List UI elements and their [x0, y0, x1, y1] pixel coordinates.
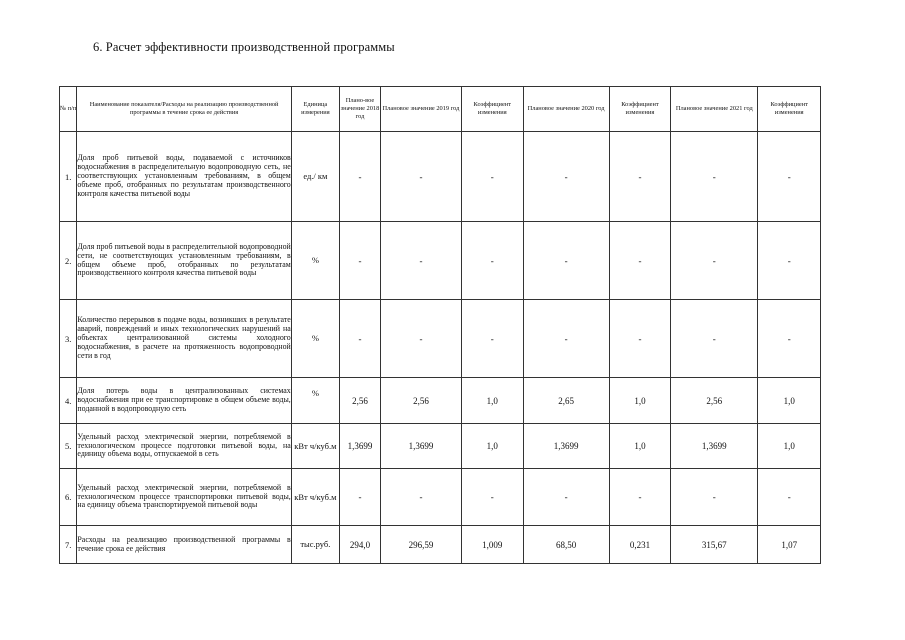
value-cell: 1,3699 [380, 424, 461, 469]
unit-cell: тыс.руб. [291, 526, 339, 564]
value-cell: 1,3699 [339, 424, 380, 469]
value-cell: - [671, 300, 758, 378]
value-cell: - [758, 222, 821, 300]
row-number: 7. [60, 526, 77, 564]
value-cell: - [339, 132, 380, 222]
value-cell: - [462, 469, 524, 526]
value-cell: 0,231 [609, 526, 671, 564]
row-number: 6. [60, 469, 77, 526]
page-title: 6. Расчет эффективности производственной программы [93, 40, 395, 54]
row-number: 4. [60, 378, 77, 424]
unit-cell: кВт ч/куб.м [291, 469, 339, 526]
header-unit: Единица измерения [291, 87, 339, 132]
row-number: 1. [60, 132, 77, 222]
value-cell: 1,07 [758, 526, 821, 564]
value-cell: 2,56 [380, 378, 461, 424]
table-row [60, 222, 821, 300]
unit-cell: % [291, 378, 339, 424]
value-cell: 2,65 [523, 378, 609, 424]
value-cell: - [609, 300, 671, 378]
value-cell: 1,3699 [523, 424, 609, 469]
value-cell: 1,0 [462, 378, 524, 424]
value-cell: - [339, 469, 380, 526]
value-cell: 1,0 [609, 378, 671, 424]
header-row [60, 87, 821, 132]
header-coef-2019: Коэффициент изменения [462, 87, 524, 132]
indicator-name: Доля потерь воды в централизованных системах водоснабжения при ее транспортировке в общем объеме воды, поданной в водопроводную сеть [77, 378, 291, 424]
value-cell: - [380, 300, 461, 378]
row-number: 5. [60, 424, 77, 469]
value-cell: - [462, 222, 524, 300]
value-cell: 1,0 [758, 378, 821, 424]
table-row [60, 424, 821, 469]
value-cell: - [609, 469, 671, 526]
unit-cell: % [291, 300, 339, 378]
value-cell: 296,59 [380, 526, 461, 564]
table-row [60, 469, 821, 526]
value-cell: - [523, 132, 609, 222]
header-num: № п/п [60, 87, 77, 132]
row-number: 3. [60, 300, 77, 378]
value-cell: - [671, 469, 758, 526]
value-cell: - [339, 300, 380, 378]
value-cell: 1,0 [758, 424, 821, 469]
value-cell: 1,0 [462, 424, 524, 469]
header-coef-2021: Коэффициент изменения [758, 87, 821, 132]
value-cell: - [671, 222, 758, 300]
unit-cell: кВт ч/куб.м [291, 424, 339, 469]
header-plan-2018: Плано-вое значение 2018 год [339, 87, 380, 132]
value-cell: 315,67 [671, 526, 758, 564]
value-cell: 1,0 [609, 424, 671, 469]
value-cell: - [758, 469, 821, 526]
indicator-name: Количество перерывов в подаче воды, возникших в результате аварий, повреждений и иных технологических нарушений на объектах централизованной системы холодного водоснабжения, в расчете на протяженность водопроводной сети в год [77, 300, 291, 378]
efficiency-table [59, 86, 821, 564]
indicator-name: Доля проб питьевой воды, подаваемой с источников водоснабжения в распределительную водопроводную сеть, не соответствующих установленным требованиям, в общем объеме проб, отобранных по результатам производственного контроля качества питьевой воды [77, 132, 291, 222]
value-cell: 294,0 [339, 526, 380, 564]
value-cell: - [609, 222, 671, 300]
value-cell: 68,50 [523, 526, 609, 564]
value-cell: - [758, 300, 821, 378]
indicator-name: Расходы на реализацию производственной программы в течение срока ее действия [77, 526, 291, 564]
table-row [60, 300, 821, 378]
row-number: 2. [60, 222, 77, 300]
header-plan-2019: Плановое значение 2019 год [380, 87, 461, 132]
indicator-name: Удельный расход электрической энергии, потребляемой в технологическом процессе подготовки питьевой воды, на единицу объема воды, отпускаемой в сеть [77, 424, 291, 469]
table-row [60, 526, 821, 564]
indicator-name: Удельный расход электрической энергии, потребляемой в технологическом процессе транспортировки питьевой воды, на единицу объема транспортируемой питьевой воды [77, 469, 291, 526]
table-row [60, 378, 821, 424]
value-cell: - [523, 300, 609, 378]
header-plan-2021: Плановое значение 2021 год [671, 87, 758, 132]
indicator-name: Доля проб питьевой воды в распределительной водопроводной сети, не соответствующих установленным требованиям, в общем объеме проб, отобранных по результатам производственного контроля качества питьевой воды [77, 222, 291, 300]
table-row [60, 132, 821, 222]
value-cell: 1,009 [462, 526, 524, 564]
header-name: Наименование показателя/Расходы на реализацию производственной программы в течение срока ее действия [77, 87, 291, 132]
value-cell: - [380, 469, 461, 526]
value-cell: - [380, 132, 461, 222]
header-plan-2020: Плановое значение 2020 год [523, 87, 609, 132]
value-cell: - [462, 300, 524, 378]
value-cell: - [523, 222, 609, 300]
value-cell: - [523, 469, 609, 526]
value-cell: 1,3699 [671, 424, 758, 469]
value-cell: - [462, 132, 524, 222]
value-cell: - [339, 222, 380, 300]
value-cell: - [609, 132, 671, 222]
value-cell: 2,56 [339, 378, 380, 424]
value-cell: - [671, 132, 758, 222]
unit-cell: % [291, 222, 339, 300]
value-cell: 2,56 [671, 378, 758, 424]
header-coef-2020: Коэффициент изменения [609, 87, 671, 132]
value-cell: - [380, 222, 461, 300]
value-cell: - [758, 132, 821, 222]
unit-cell: ед./ км [291, 132, 339, 222]
